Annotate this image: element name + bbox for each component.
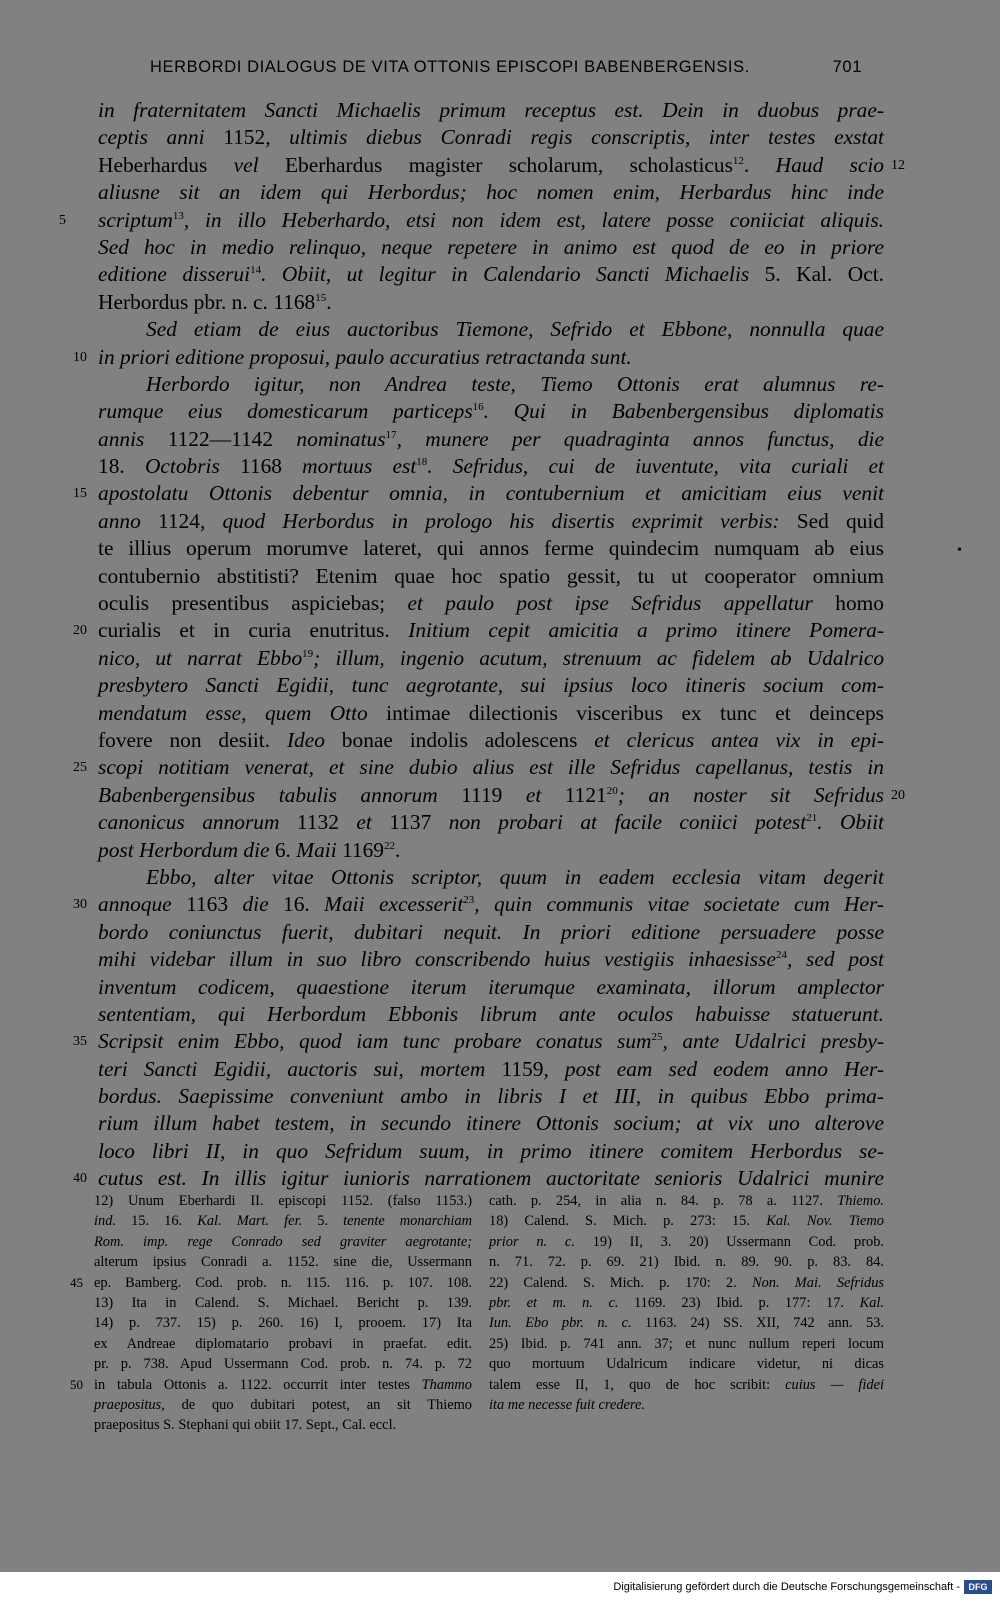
body-line xyxy=(73,617,884,644)
italic-text: teri Sancti Egidii, auctoris sui, mortem xyxy=(98,1056,502,1081)
footnotes-right-column xyxy=(489,1191,884,1415)
body-line xyxy=(98,1110,884,1137)
roman-text: 1159 xyxy=(501,1056,544,1081)
line-number: 5 xyxy=(59,212,66,228)
italic-text: annis xyxy=(98,426,168,451)
roman-text: curialis et in curia enutritus. xyxy=(98,618,409,643)
italic-text: pbr. et m. n. c. xyxy=(489,1294,634,1311)
line-number: 50 xyxy=(70,1376,83,1392)
footnote-marker: 14 xyxy=(250,264,262,277)
italic-text: ceptis anni xyxy=(98,125,224,150)
roman-text: 5. xyxy=(317,1213,344,1230)
body-line xyxy=(98,508,884,535)
italic-text: canonicus annorum xyxy=(98,810,297,835)
body-line xyxy=(98,837,884,864)
body-line xyxy=(98,1083,884,1110)
body-line xyxy=(98,426,884,453)
italic-text: Babenbergensibus tabulis annorum xyxy=(98,782,462,807)
line-number: 40 xyxy=(73,1171,87,1187)
italic-text: Kal. Nov. Tiemo xyxy=(766,1213,884,1230)
roman-text: 1169 xyxy=(342,837,384,862)
roman-text: 22) Calend. S. Mich. p. 170: 2. xyxy=(489,1274,752,1291)
italic-text: et paulo post ipse Sefridus appellatur xyxy=(407,591,836,616)
italic-text: . Obiit, ut legitur in Calendario Sancti Michaelis xyxy=(261,262,765,287)
roman-text: fovere non desiit. xyxy=(98,727,287,752)
italic-text: die xyxy=(228,892,284,917)
italic-text: scopi notitiam venerat, et sine dubio alius est ille Sefridus capellanus, testis in xyxy=(98,755,884,780)
footnote-left-line xyxy=(94,1415,472,1435)
italic-text: Thiemo. xyxy=(837,1193,884,1209)
italic-text: , ante Udalrici presby- xyxy=(662,1029,885,1054)
italic-text: loco libri II, in quo Sefridum suum, in primo itinere comitem Herbordus se- xyxy=(98,1138,884,1163)
italic-text: cutus est. In illis igitur iunioris narrationem auctoritate senioris Udalrici munire xyxy=(98,1166,884,1191)
roman-text: cath. p. 254, in alia n. 84. p. 78 a. 1127. xyxy=(489,1193,838,1209)
line-number: 20 xyxy=(73,623,87,639)
body-line xyxy=(98,97,884,124)
italic-text: Non. Mai. Sefridus xyxy=(751,1274,884,1291)
roman-text: in tabula Ottonis a. 1122. occurrit inter testes xyxy=(94,1376,422,1393)
footnote-left-line xyxy=(94,1334,472,1354)
margin-reference: 12 xyxy=(891,157,905,173)
body-line xyxy=(98,645,884,672)
digitization-footer xyxy=(0,1572,1000,1602)
italic-text: editione disserui xyxy=(98,262,251,287)
roman-text: 1169. 23) Ibid. p. 177: 17. xyxy=(634,1294,860,1311)
roman-text: 12) Unum Eberhardi II. episcopi 1152. (falso 1153.) xyxy=(94,1193,472,1209)
footnote-right-line xyxy=(489,1313,884,1333)
footnote-left-line xyxy=(94,1232,472,1252)
footnote-marker: 15 xyxy=(315,291,327,304)
footnote-marker: 19 xyxy=(302,647,314,660)
footer-credit: Digitalisierung gefördert durch die Deutsche Forschungsgemeinschaft - xyxy=(613,1581,960,1593)
footnote-right-line xyxy=(489,1375,884,1395)
italic-text: Iun. Ebo pbr. n. c. xyxy=(489,1315,646,1332)
roman-text: 13) Ita in Calend. S. Michael. Bericht p. 139. xyxy=(94,1294,472,1311)
roman-text: 1152 xyxy=(223,125,266,150)
roman-text: 18. xyxy=(98,454,145,479)
italic-text: mendatum esse, quem Otto xyxy=(98,700,387,725)
roman-text: de quo dubitari potest, an sit Thiemo xyxy=(181,1396,473,1413)
footnote-marker: 25 xyxy=(651,1031,663,1044)
italic-text: cuius — fidei xyxy=(785,1376,884,1393)
body-line xyxy=(98,316,884,343)
roman-text: intimae dilectionis visceribus ex tunc et deinceps xyxy=(386,700,885,725)
footnote-right-line xyxy=(489,1191,884,1211)
roman-text: bonae indolis adolescens xyxy=(341,727,595,752)
margin-reference: 20 xyxy=(891,787,905,803)
footnote-right-line xyxy=(489,1252,884,1272)
italic-text: ind. xyxy=(94,1213,132,1230)
footnote-left-line xyxy=(94,1313,472,1333)
italic-text: bordus. Saepissime conveniunt ambo in libris I et III, in quibus Ebbo prima- xyxy=(98,1084,884,1109)
italic-text: Sed hoc in medio relinquo, neque repetere in animo est quod de eo in priore xyxy=(98,234,884,259)
italic-text: et xyxy=(338,810,390,835)
body-line xyxy=(98,261,884,288)
italic-text: , quin communis vitae societate cum Her- xyxy=(474,892,885,917)
footnote-right-line xyxy=(489,1293,884,1313)
roman-text: 1137 xyxy=(389,810,432,835)
italic-text: Kal. xyxy=(859,1294,884,1311)
footnote-marker: 24 xyxy=(775,948,787,961)
roman-text: 1122—1142 xyxy=(167,426,274,451)
footnote-right-line xyxy=(489,1354,884,1374)
body-line xyxy=(98,234,884,261)
italic-text: prior n. c. xyxy=(489,1233,593,1250)
body-line xyxy=(98,535,884,562)
italic-text: Ebbo, alter vitae Ottonis scriptor, quum in eadem ecclesia vitam degerit xyxy=(146,864,884,889)
roman-text: 14) p. 737. 15) p. 260. 16) I, prooem. 17) Ita xyxy=(94,1315,472,1332)
roman-text: 1163 xyxy=(186,892,229,917)
footnote-marker: 13 xyxy=(172,209,184,222)
roman-text: 1163. 24) SS. XII, 742 ann. 53. xyxy=(645,1315,884,1332)
italic-text: Ideo xyxy=(286,727,342,752)
roman-text: alterum ipsius Conradi a. 1152. sine die, Ussermann xyxy=(94,1254,472,1271)
line-number: 15 xyxy=(73,486,87,502)
italic-text: anno xyxy=(98,508,158,533)
footnote-left-line xyxy=(94,1211,472,1231)
roman-text: . xyxy=(326,289,332,314)
body-line xyxy=(98,809,884,836)
body-line xyxy=(98,563,884,590)
line-number: 10 xyxy=(73,349,87,365)
body-line xyxy=(98,1138,884,1165)
italic-text: . Obiit xyxy=(817,810,884,835)
italic-text: presbytero Sancti Egidii, tunc aegrotante, sui ipsius loco itineris socium com- xyxy=(98,673,884,698)
italic-text: nico, ut narrat Ebbo xyxy=(98,645,303,670)
body-line xyxy=(73,891,885,918)
roman-text: 5. Kal. Oct. xyxy=(764,262,884,287)
footnotes-left-column xyxy=(70,1191,473,1436)
roman-text: . xyxy=(395,837,401,862)
roman-text: 1168 xyxy=(240,454,282,479)
footnote-left-line xyxy=(94,1354,472,1374)
italic-text: . Qui in Babenbergensibus diplomatis xyxy=(483,399,884,424)
body-line xyxy=(98,124,884,151)
roman-text: Eberhardus magister scholarum, scholasticus xyxy=(284,152,733,177)
main-text xyxy=(59,97,905,1193)
footnote-marker: 20 xyxy=(606,784,618,797)
roman-text: praepositus S. Stephani qui obiit 17. Sept., Cal. eccl. xyxy=(94,1417,397,1434)
body-line xyxy=(73,1028,885,1055)
italic-text: nominatus xyxy=(273,426,386,451)
page-number: 701 xyxy=(832,58,862,76)
roman-text: quo mortuum Udalricum indicare videtur, ni dicas xyxy=(489,1356,884,1373)
italic-text: mortuus est xyxy=(282,454,417,479)
footnote-right-line xyxy=(489,1334,884,1354)
body-line xyxy=(98,946,884,973)
footnote-left-line xyxy=(70,1375,472,1395)
roman-text: 1119 xyxy=(461,782,503,807)
roman-text: 25) Ibid. p. 741 ann. 37; et nunc nullum reperi locum xyxy=(489,1335,884,1352)
footnote-marker: 12 xyxy=(732,154,744,167)
line-number: 30 xyxy=(73,897,87,913)
italic-text: annoque xyxy=(98,892,187,917)
footnote-left-line xyxy=(94,1293,472,1313)
footnote-marker: 17 xyxy=(385,428,397,441)
roman-text: talem esse II, 1, quo de hoc scribit: xyxy=(489,1376,786,1393)
line-number: 35 xyxy=(73,1034,87,1050)
italic-text: scriptum xyxy=(98,207,173,232)
roman-text: 15. 16. xyxy=(131,1213,198,1230)
roman-text: Heberhardus xyxy=(98,152,234,177)
footnote-marker: 18 xyxy=(416,455,428,468)
roman-text: te illius operum morumve lateret, qui annos ferme quindecim numquam ab eius xyxy=(98,536,884,561)
italic-text: inventum codicem, quaestione iterum iterumque examinata, illorum amplector xyxy=(98,974,884,999)
italic-text: ; an noster sit Sefridus xyxy=(617,782,884,807)
body-line xyxy=(98,453,884,480)
italic-text: , in illo Heberhardo, etsi non idem est, latere posse coniiciat aliquis. xyxy=(183,207,884,232)
roman-text: n. 71. 72. p. 69. 21) Ibid. n. 89. 90. p. 83. 84. xyxy=(489,1254,884,1271)
italic-text: . Sefridus, cui de iuventute, vita curiali et xyxy=(427,454,884,479)
roman-text: ex Andreae diplomatario probavi in praefat. edit. xyxy=(94,1335,472,1352)
italic-text: non probari at facile coniici potest xyxy=(431,810,807,835)
italic-text: Sed etiam de eius auctoribus Tiemone, Sefrido et Ebbone, nonnulla quae xyxy=(146,317,884,342)
roman-text: homo xyxy=(835,591,884,616)
italic-text: mihi videbar illum in suo libro conscribendo huius vestigiis inhaesisse xyxy=(98,947,776,972)
body-line xyxy=(98,700,884,727)
roman-text: 6. xyxy=(274,837,297,862)
body-line xyxy=(73,480,884,507)
italic-text: Scripsit enim Ebbo, quod iam tunc probare conatus sum xyxy=(98,1029,652,1054)
italic-text: in priori editione proposui, paulo accuratius retractanda sunt. xyxy=(98,344,632,369)
roman-text: 19) II, 3. 20) Ussermann Cod. prob. xyxy=(592,1233,884,1250)
italic-text: bordo coniunctus fuerit, dubitari nequit. In priori editione persuadere posse xyxy=(98,919,884,944)
italic-text: Initium cepit amicitia a primo itinere Pomera- xyxy=(408,618,884,643)
body-line xyxy=(73,344,884,371)
roman-text: 16. xyxy=(283,892,325,917)
body-line xyxy=(98,289,884,316)
body-line xyxy=(59,207,884,234)
italic-text: sententiam, qui Herbordum Ebbonis librum ante oculos habuisse statuerunt. xyxy=(98,1001,884,1026)
roman-text: ep. Bamberg. Cod. prob. n. 115. 116. p. 107. 108. xyxy=(94,1274,472,1291)
roman-text: oculis presentibus aspiciebas; xyxy=(98,591,408,616)
body-line xyxy=(98,152,905,179)
footnote-left-line xyxy=(94,1252,472,1272)
italic-text: rium illum habet testem, in secundo itinere Ottonis socium; at vix uno alterove xyxy=(98,1111,884,1136)
body-line xyxy=(73,754,884,781)
body-line xyxy=(98,974,884,1001)
dfg-logo: DFG xyxy=(964,1580,992,1594)
footnote-right-line xyxy=(489,1211,884,1231)
italic-text: Kal. Mart. fer. xyxy=(197,1213,318,1230)
footnote-right-line xyxy=(489,1232,884,1252)
roman-text: . xyxy=(743,152,776,177)
italic-text: , ultimis diebus Conradi regis conscriptis, inter testes exstat xyxy=(265,125,884,150)
line-number: 45 xyxy=(70,1274,83,1290)
roman-text: pr. p. 738. Apud Ussermann Cod. prob. n. 74. p. 72 xyxy=(94,1356,472,1373)
footnote-marker: 23 xyxy=(463,894,475,907)
body-line xyxy=(98,864,884,891)
italic-text: Rom. imp. rege Conrado sed graviter aegrotante; xyxy=(94,1233,472,1250)
running-header xyxy=(150,58,862,77)
footnote-marker: 21 xyxy=(806,812,818,825)
italic-text: Octobris xyxy=(144,454,240,479)
italic-text: apostolatu Ottonis debentur omnia, in contubernium et amicitiam eius venit xyxy=(98,481,884,506)
italic-text: , post eam sed eodem anno Her- xyxy=(543,1056,885,1081)
roman-text: 18) Calend. S. Mich. p. 273: 15. xyxy=(489,1213,767,1230)
footnote-left-line xyxy=(94,1191,472,1211)
italic-text: , sed post xyxy=(786,947,884,972)
header-title: HERBORDI DIALOGUS DE VITA OTTONIS EPISCOPI BABENBERGENSIS. xyxy=(150,58,750,76)
body-line xyxy=(98,1056,884,1083)
body-line xyxy=(98,371,884,398)
body-line xyxy=(98,672,884,699)
italic-text: praepositus, xyxy=(94,1396,182,1413)
footnote-marker: 22 xyxy=(384,839,395,852)
italic-text: ita me necesse fuit credere. xyxy=(489,1396,645,1413)
footnote-right-line xyxy=(489,1273,884,1293)
italic-text: , munere per quadraginta annos functus, die xyxy=(396,426,884,451)
body-line xyxy=(98,179,884,206)
body-line xyxy=(73,1165,884,1192)
roman-text: Herbordus pbr. n. c. 1168 xyxy=(98,289,316,314)
roman-text: contubernio abstitisti? Etenim quae hoc spatio gessit, tu ut cooperator omnium xyxy=(98,563,884,588)
italic-text: et clericus antea vix in epi- xyxy=(594,727,885,752)
roman-text: 1124 xyxy=(157,508,200,533)
body-line xyxy=(98,590,884,617)
footnote-left-line xyxy=(70,1273,472,1293)
body-line xyxy=(98,727,884,754)
roman-text: 1132 xyxy=(296,810,339,835)
body-line xyxy=(98,782,905,809)
body-line xyxy=(98,398,884,425)
footnote-left-line xyxy=(94,1395,472,1415)
body-line xyxy=(98,1001,884,1028)
italic-text: rumque eius domesticarum particeps xyxy=(98,399,473,424)
italic-text: ; illum, ingenio acutum, strenuum ac fidelem ab Udalrico xyxy=(313,645,885,670)
italic-text: vel xyxy=(233,152,285,177)
italic-text: Herbordo igitur, non Andrea teste, Tiemo Ottonis erat alumnus re- xyxy=(146,371,884,396)
italic-text: aliusne sit an idem qui Herbordus; hoc nomen enim, Herbardus hinc inde xyxy=(98,180,884,205)
italic-text: Thammo xyxy=(421,1376,472,1393)
footnote-marker: 16 xyxy=(472,401,484,414)
body-line xyxy=(98,919,884,946)
italic-text: , quod Herbordus in prologo his disertis exprimit verbis: xyxy=(199,508,797,533)
footnote-right-line xyxy=(489,1395,884,1415)
line-number: 25 xyxy=(73,760,87,776)
scan-speck: • xyxy=(957,543,962,558)
roman-text: 1121 xyxy=(564,782,607,807)
italic-text: Maii xyxy=(296,837,342,862)
roman-text: Sed quid xyxy=(796,508,884,533)
italic-text: Maii excesserit xyxy=(324,892,464,917)
italic-text: in fraternitatem Sancti Michaelis primum receptus est. Dein in duobus prae- xyxy=(98,98,884,122)
italic-text: Haud scio xyxy=(775,152,884,177)
italic-text: post Herbordum die xyxy=(98,837,275,862)
italic-text: tenente monarchiam xyxy=(343,1213,473,1230)
italic-text: et xyxy=(502,782,565,807)
